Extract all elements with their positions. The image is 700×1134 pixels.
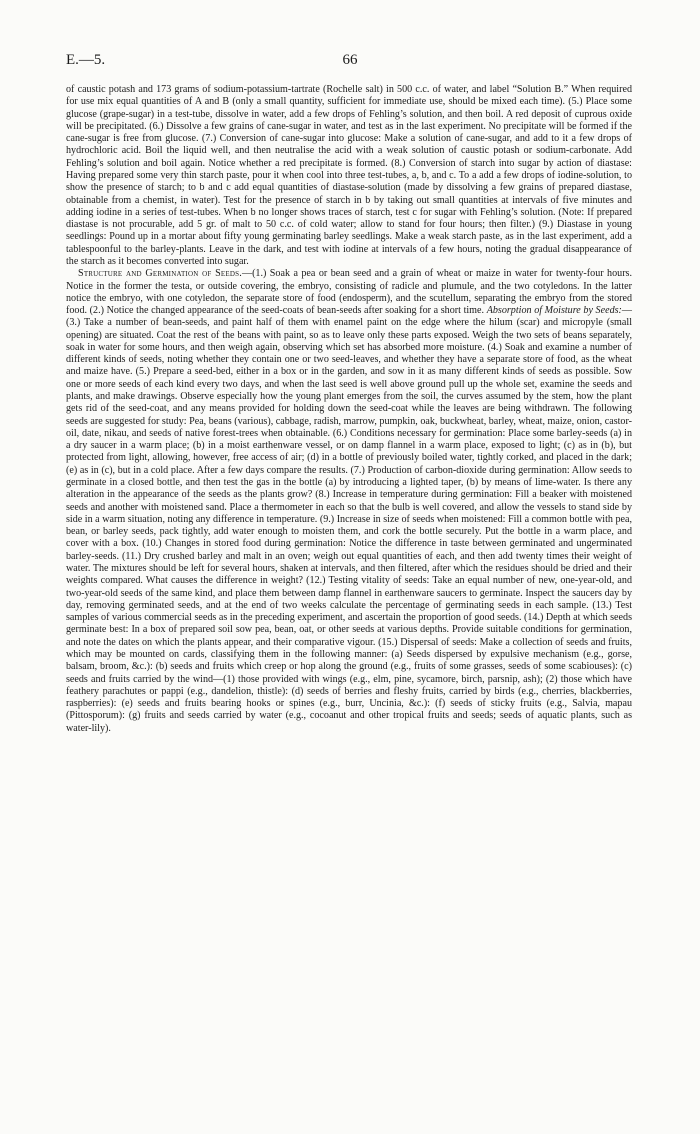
- paragraph-seeds-text-a: —(1.) Soak a pea or bean seed and a grain of wheat or maize in water for twenty-four hours. Notice in the former the testa, or outside covering, the embryo, consisting of radicle and plumule, and the two cotyledons. In the latter notice the embryo, with one cotyledon, the separate store of food (endosperm), and the scutellum, separating the embryo from the stored food. (2.) Notice the changed appearance of the seed-coats of bean-seeds after soaking for a short time.: [66, 268, 633, 317]
- body-text: [66, 84, 632, 735]
- section-heading: Structure and Germination of Seeds.: [78, 268, 242, 280]
- paragraph-seeds-text-b: —(3.) Take a number of bean-seeds, and paint half of them with enamel paint on the edge where the hilum (scar) and micropyle (small opening) are situated. Coat the rest of the beans with paint, so as to leave only these parts exposed. Weigh the two sets of beans separately, soak in water for some hours, and then weigh again, observing which set has absorbed more moisture. (4.) Soak and examine a number of different kinds of seeds, noting whether they contain one or two seed-leaves, and whether they have a separate store of food, as the wheat and maize have. (5.) Prepare a seed-bed, either in a box or in the garden, and sow in it as many different kinds of seeds as possible. Sow one or more seeds of each kind every two days, and when the last seed is well above ground pull up the whole set, examine the seeds and plants, and make drawings. Observe especially how the young plant emerges from the soil, the curves assumed by the stem, how the plant gets rid of the seed-coat, and any means provided for holding down the seed-coat while the leaves are being withdrawn. The following seeds are suggested for study: Pea, beans (various), cabbage, radish, marrow, pumpkin, oak, buckwheat, barley, wheat, maize, onion, castor-oil, date, nikau, and seeds of native forest-trees when obtainable. (6.) Conditions necessary for germination: Place some barley-seeds (a) in a dry saucer in a warm place; (b) in a moist earthenware vessel, or on damp flannel in a warm place, exposed to light; (c) as in (b), but protected from light, allowing, however, free access of air; (d) in a bottle of previously boiled water, tightly corked, and placed in the dark; (e) as in (c), but in a cold place. After a few days compare the results. (7.) Production of carbon-dioxide during germination: Allow seeds to germinate in a closed bottle, and then test the gas in the bottle (a) by introducing a lighted taper, (b) by means of lime-water. Is there any alteration in the appearance of the seeds as the plants grow? (8.) Increase in temperature during germination: Fill a beaker with moistened seeds and another with moistened sand. Place a thermometer in each so that the bulb is well covered, and allow the vessels to stand side by side in a warm situation, noting any difference in temperature. (9.) Increase in size of seeds when moistened: Fill a common bottle with pea, bean, or barley seeds, pack tightly, add water enough to moisten them, and cork the bottle securely. Put the bottle in a warm place, and cover with a box. (10.) Changes in stored food during germination: Notice the difference in taste between germinated and ungerminated barley-seeds. (11.) Dry crushed barley and malt in an oven; weigh out equal quantities of each, and then add twenty times their weight of water. The mixtures should be left for several hours, shaken at intervals, and then filtered, after which the residues should be dried and their weights compared. What causes the difference in weight? (12.) Testing vitality of seeds: Take an equal number of new, one-year-old, and two-year-old seeds of the same kind, and place them between damp flannel in earthenware saucers to germinate. Inspect the saucers day by day, removing germinated seeds, and at the end of two weeks calculate the percentage of germinating seeds in each sample. (13.) Test samples of various commercial seeds as in the preceding experiment, and ascertain the proportion of good seeds. (14.) Depth at which seeds germinate best: In a box of prepared soil sow pea, bean, oat, or other seeds at various depths. Provide suitable conditions for germination, and note the dates on which the plants appear, and their comparative vigour. (15.) Dispersal of seeds: Make a collection of seeds and fruits, which may be mounted on cards, classifying them in the following manner: (a) Seeds dispersed by expulsive mechanism (e.g., gorse, balsam, broom, &c.): (b) seeds and fruits which creep or hop along the ground (e.g., fruits of some grasses, seeds of some scabiouses): (c) seeds and fruits carried by the wind—(1) those provided with wings (e.g., elm, pine, sycamore, birch, parsnip, ash); (2) those which have feathery parachutes or pappi (e.g., dandelion, thistle): (d) seeds of berries and fleshy fruits, carried by birds (e.g., cherries, blackberries, raspberries): (e) seeds and fruits bearing hooks or spines (e.g., burr, Uncinia, &c.): (f) seeds of sticky fruits (e.g., Salvia, mapau (Pittosporum): (g) fruits and seeds carried by water (e.g., cocoanut and other tropical fruits and seeds; seeds of aquatic plants, such as water-lily).: [66, 305, 632, 734]
- italic-subheading: Absorption of Moisture by Seeds:: [486, 305, 622, 317]
- paragraph-fehling-tests: of caustic potash and 173 grams of sodium-potassium-tartrate (Rochelle salt) in 500 c.c. of water, and label “Solution B.” When required for use mix equal quantities of A and B (only a small quantity, sufficient for immediate use, should be mixed each time). (5.) Place some glucose (grape-sugar) in a test-tube, dissolve in water, add a few drops of Fehling’s solution, and then boil. A red deposit of cuprous oxide will be precipitated. (6.) Dissolve a few grains of cane-sugar in water, and test as in the last experiment. No precipitate will be formed if the cane-sugar is free from glucose. (7.) Conversion of cane-sugar into glucose: Make a solution of cane-sugar, and add to it a few drops of hydrochloric acid. Boil the liquid well, and then neutralise the acid with a weak solution of caustic potash or sodium-carbonate. Add Fehling’s solution and boil again. Notice whether a red precipitate is formed. (8.) Conversion of starch into sugar by action of diastase: Having prepared some very thin starch paste, pour it when cool into three test-tubes, a, b, and c. To a add a few drops of iodine-solution, to show the presence of starch; to b and c add equal quantities of diastase-solution (made by dissolving a few grains of prepared diastase, obtainable from a chemist, in water). Test for the presence of starch in b by taking out small quantities at intervals of five minutes and adding iodine in a series of test-tubes. When b no longer shows traces of starch, test c for sugar with Fehling’s solution. (Note: If prepared diastase is not procurable, add 5 gr. of malt to 50 c.c. of cold water; allow to stand for four hours; then filter.) (9.) Diastase in young seedlings: Pound up in a mortar about fifty young germinating barley seedlings. Make a weak starch paste, as in the last experiment, add a tablespoonful to the barley-plants. Leave in the dark, and test with iodine at intervals of a few hours, noting the gradual disappearance of the starch as it becomes converted into sugar.: [66, 84, 632, 267]
- document-reference: E.—5.: [66, 52, 106, 68]
- page-number: 66: [342, 52, 358, 68]
- paragraph-seeds: [66, 268, 632, 735]
- page-header: [66, 52, 634, 70]
